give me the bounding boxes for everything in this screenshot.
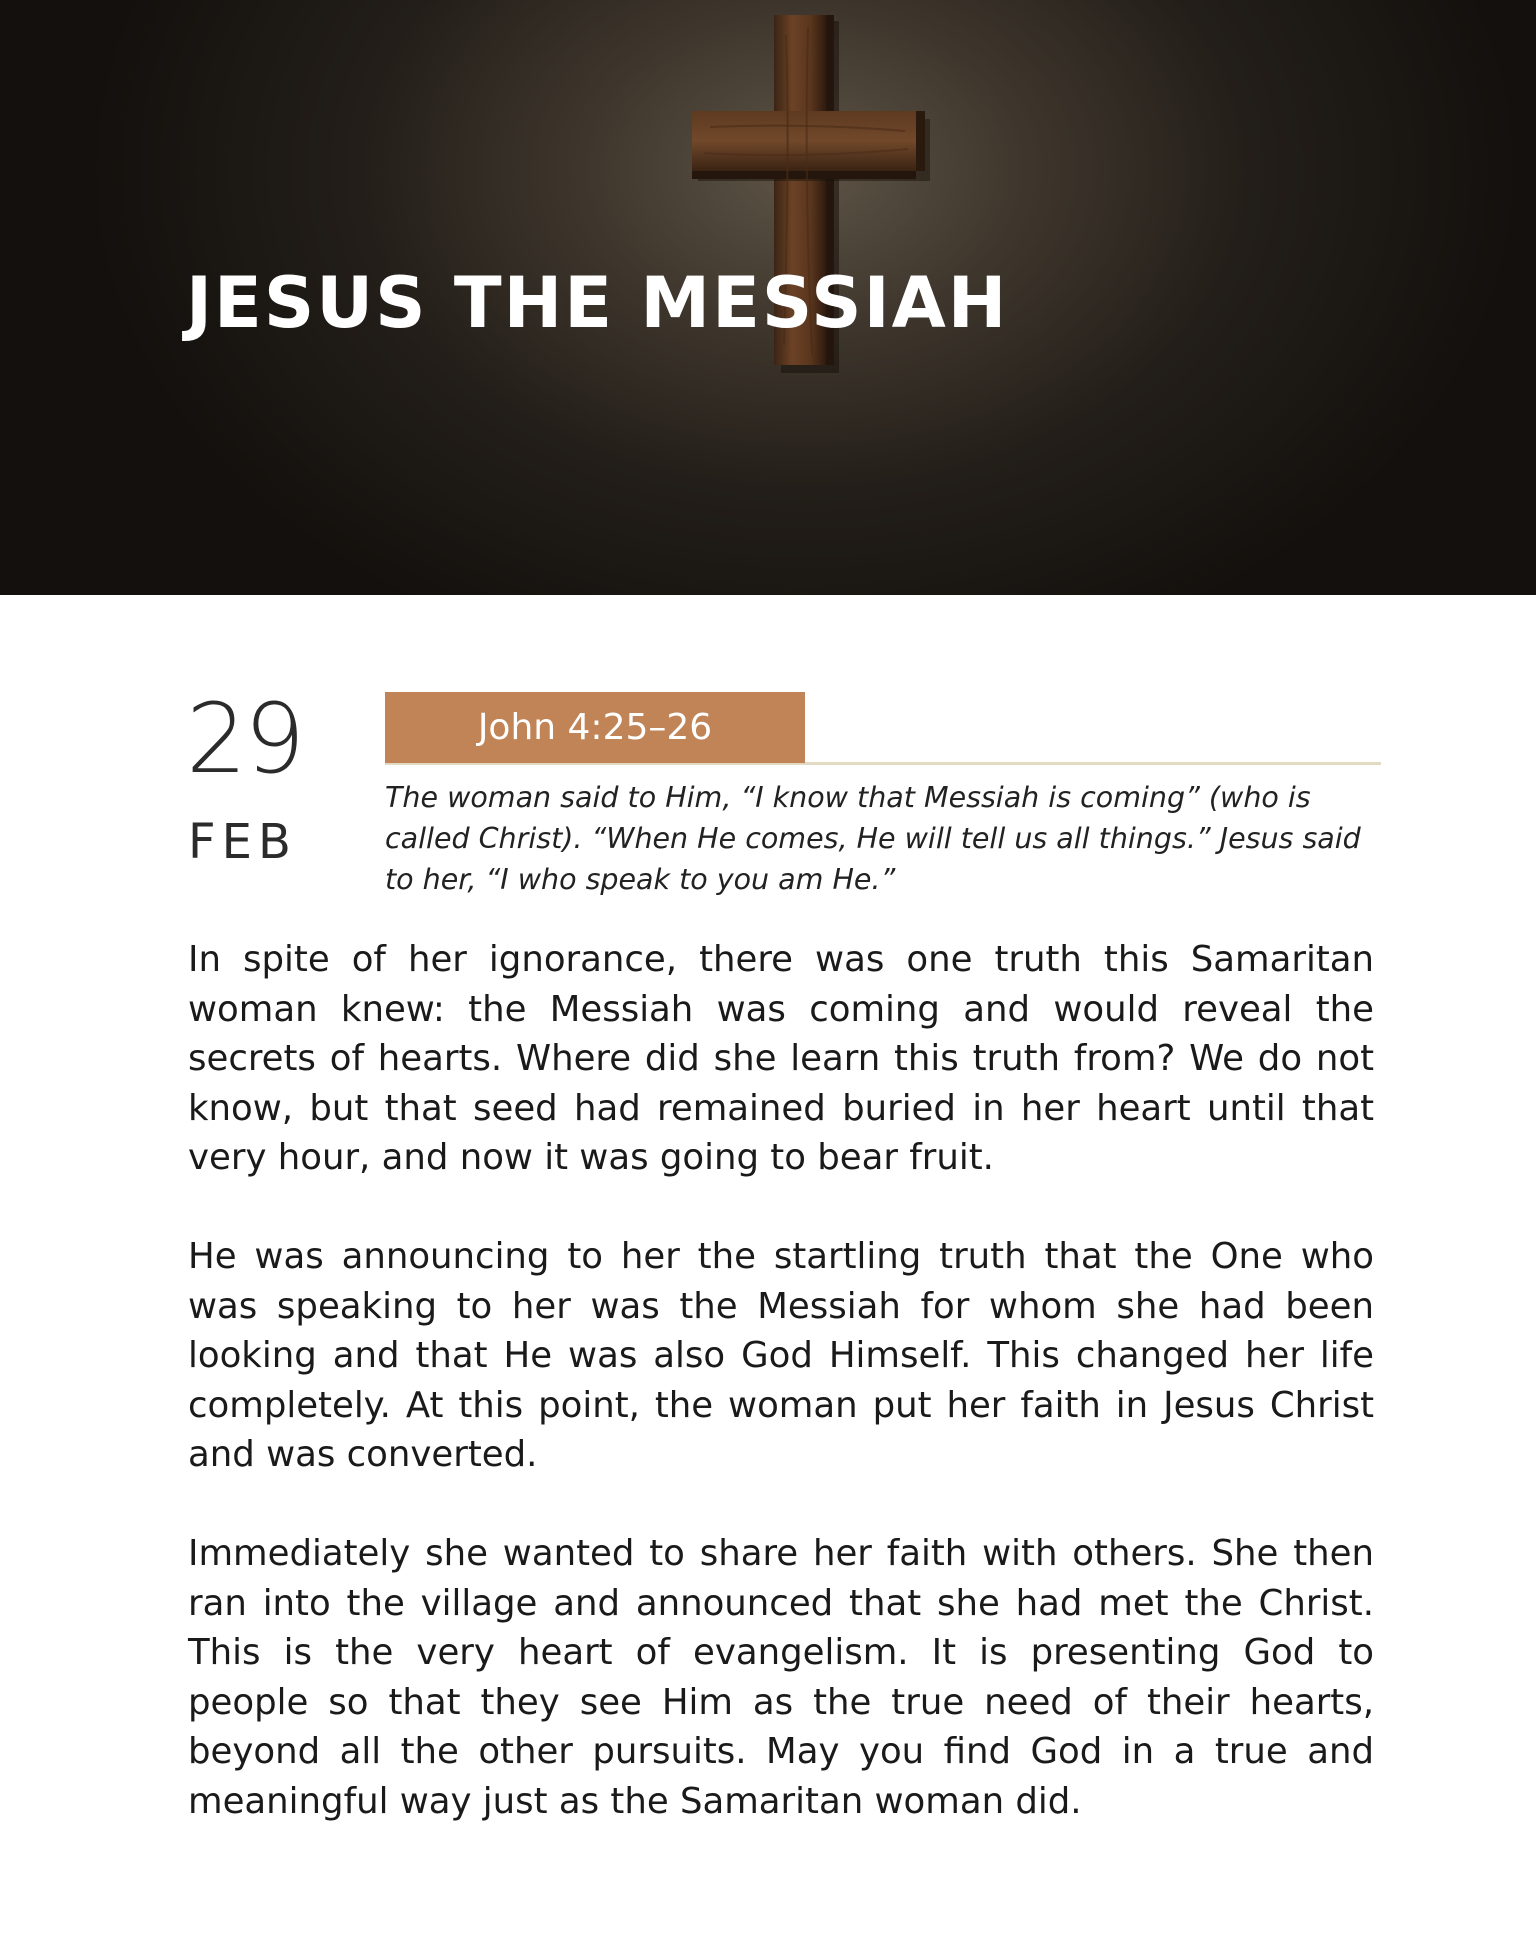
paragraph: Immediately she wanted to share her faith with others. She then ran into the village and announced that she had met the Christ. This is the very heart of evangelism. It is presenting God to people so that they see Him as the true need of their hearts, beyond all the other pursuits. May you find God in a true and meaningful way just as the Samaritan woman did. <box>188 1533 1374 1822</box>
hero-banner <box>0 0 1536 595</box>
scripture-verse: The woman said to Him, “I know that Messiah is coming” (who is called Christ). “When He comes, He will tell us all things.” Jesus said to her, “I who speak to you am He.” <box>385 781 1361 896</box>
scripture-reference: John 4:25–26 <box>385 692 805 763</box>
date-month: FEB <box>188 814 297 870</box>
paragraph: In spite of her ignorance, there was one truth this Samaritan woman knew: the Messiah was coming and would reveal the secrets of hearts. Where did she learn this truth from? We do not know, but that seed had remained buried in her heart until that very hour, and now it was going to bear fruit. <box>188 939 1374 1178</box>
paragraph: He was announcing to her the startling truth that the One who was speaking to her was the Messiah for whom she had been looking and that He was also God Himself. This changed her life completely. At this point, the woman put her faith in Jesus Christ and was converted. <box>188 1236 1374 1475</box>
date-day: 29 <box>186 683 303 795</box>
devotional-body <box>188 935 1374 1876</box>
page-title: JESUS THE MESSIAH <box>186 262 1009 344</box>
